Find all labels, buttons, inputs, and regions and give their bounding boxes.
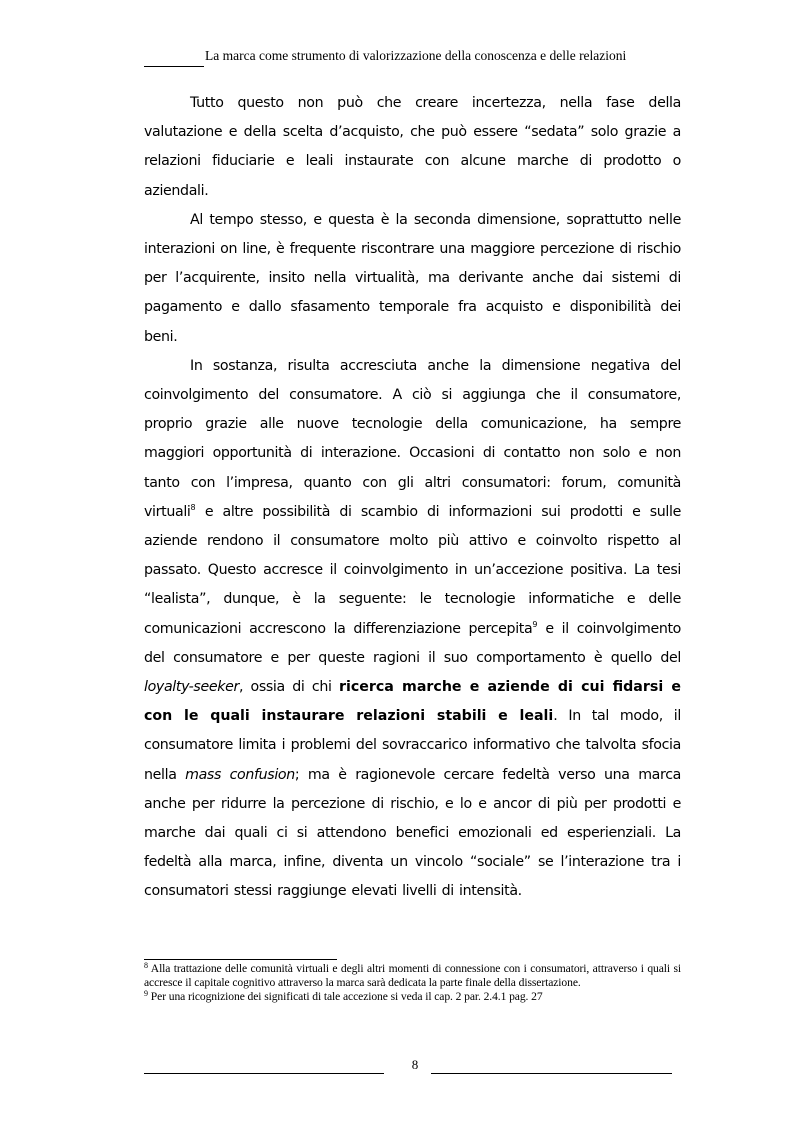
text-run: . In tal modo, il consumatore limita i problemi del sovraccarico informativo che talvolta sfocia nella bbox=[144, 708, 681, 783]
footnote-number: 8 bbox=[144, 961, 148, 970]
bold-emphasis: ricerca marche e aziende di cui fidarsi e con le quali instaurare relazioni stabili e leali bbox=[144, 679, 681, 725]
footnote-number: 9 bbox=[144, 989, 148, 999]
text-run: e altre possibilità di scambio di informazioni sui prodotti e sulle aziende rendono il consumatore molto più attivo e coinvolto rispetto al passato. Questo accresce il coinvolgimento in un’accezione positiva. La tesi “lealista”, dunque, è la seguente: le tecnologie informatiche e delle comunicazioni accrescono la differenziazione percepita bbox=[144, 503, 681, 637]
footnote-separator bbox=[144, 959, 337, 960]
text-run: In sostanza, risulta accresciuta anche la dimensione negativa del coinvolgimento del consumatore. A ciò si aggiunga che il consumatore, proprio grazie alle nuove tecnologie della comunicazione, ha sempre maggiori opportunità di interazione. Occasioni di contatto non solo e non tanto con l’impresa, quanto con gli altri consumatori: forum, comunità virtuali bbox=[144, 357, 681, 520]
footnote-9 bbox=[144, 990, 681, 1004]
footnote-text: Alla trattazione delle comunità virtuali e degli altri momenti di connessione con i consumatori, attraverso i quali si accresce il capitale cognitivo attraverso la marca sarà dedicata la parte finale della dissertazione. bbox=[144, 962, 681, 990]
page-number: 8 bbox=[411, 1057, 419, 1072]
italic-term: loyalty-seeker bbox=[144, 679, 239, 696]
footnotes bbox=[144, 962, 681, 1005]
footnote-8 bbox=[144, 962, 681, 990]
footer-rule-left bbox=[144, 1073, 384, 1074]
footnote-ref-8[interactable]: 8 bbox=[190, 502, 196, 512]
paragraph-3 bbox=[144, 352, 681, 907]
paragraph-1: Tutto questo non può che creare incertezza, nella fase della valutazione e della scelta d’acquisto, che può essere “sedata” solo grazie a relazioni fiduciarie e leali instaurate con alcune marche di prodotto o aziendali. bbox=[144, 95, 681, 199]
footnote-ref-9[interactable]: 9 bbox=[532, 619, 538, 629]
paragraph-2: Al tempo stesso, e questa è la seconda dimensione, soprattutto nelle interazioni on line, è frequente riscontrare una maggiore percezione di rischio per l’acquirente, insito nella virtualità, ma derivante anche dai sistemi di pagamento e dallo sfasamento temporale fra acquisto e disponibilità dei beni. bbox=[144, 211, 681, 345]
footnote-text: Per una ricognizione dei significati di tale accezione si veda il cap. 2 par. 2.4.1 pag. 27 bbox=[148, 990, 543, 1004]
italic-term: mass confusion bbox=[185, 766, 295, 783]
text-run: ; ma è ragionevole cercare fedeltà verso una marca anche per ridurre la percezione di rischio, e lo e ancor di più per prodotti e marche dai quali ci si attendono benefici emozionali ed esperienziali. La fedeltà alla marca, infine, diventa un vincolo “sociale” se l’interazione tra i consumatori stessi raggiunge elevati livelli di intensità. bbox=[144, 766, 681, 900]
running-head: La marca come strumento di valorizzazione della conoscenza e delle relazioni bbox=[205, 48, 627, 63]
text-run: e il coinvolgimento del consumatore e per queste ragioni il suo comportamento è quello del bbox=[144, 620, 682, 666]
text-run: , ossia di chi bbox=[238, 679, 339, 696]
footer-rule-right bbox=[431, 1073, 672, 1074]
header-rule bbox=[144, 66, 204, 67]
body-text bbox=[144, 89, 681, 907]
